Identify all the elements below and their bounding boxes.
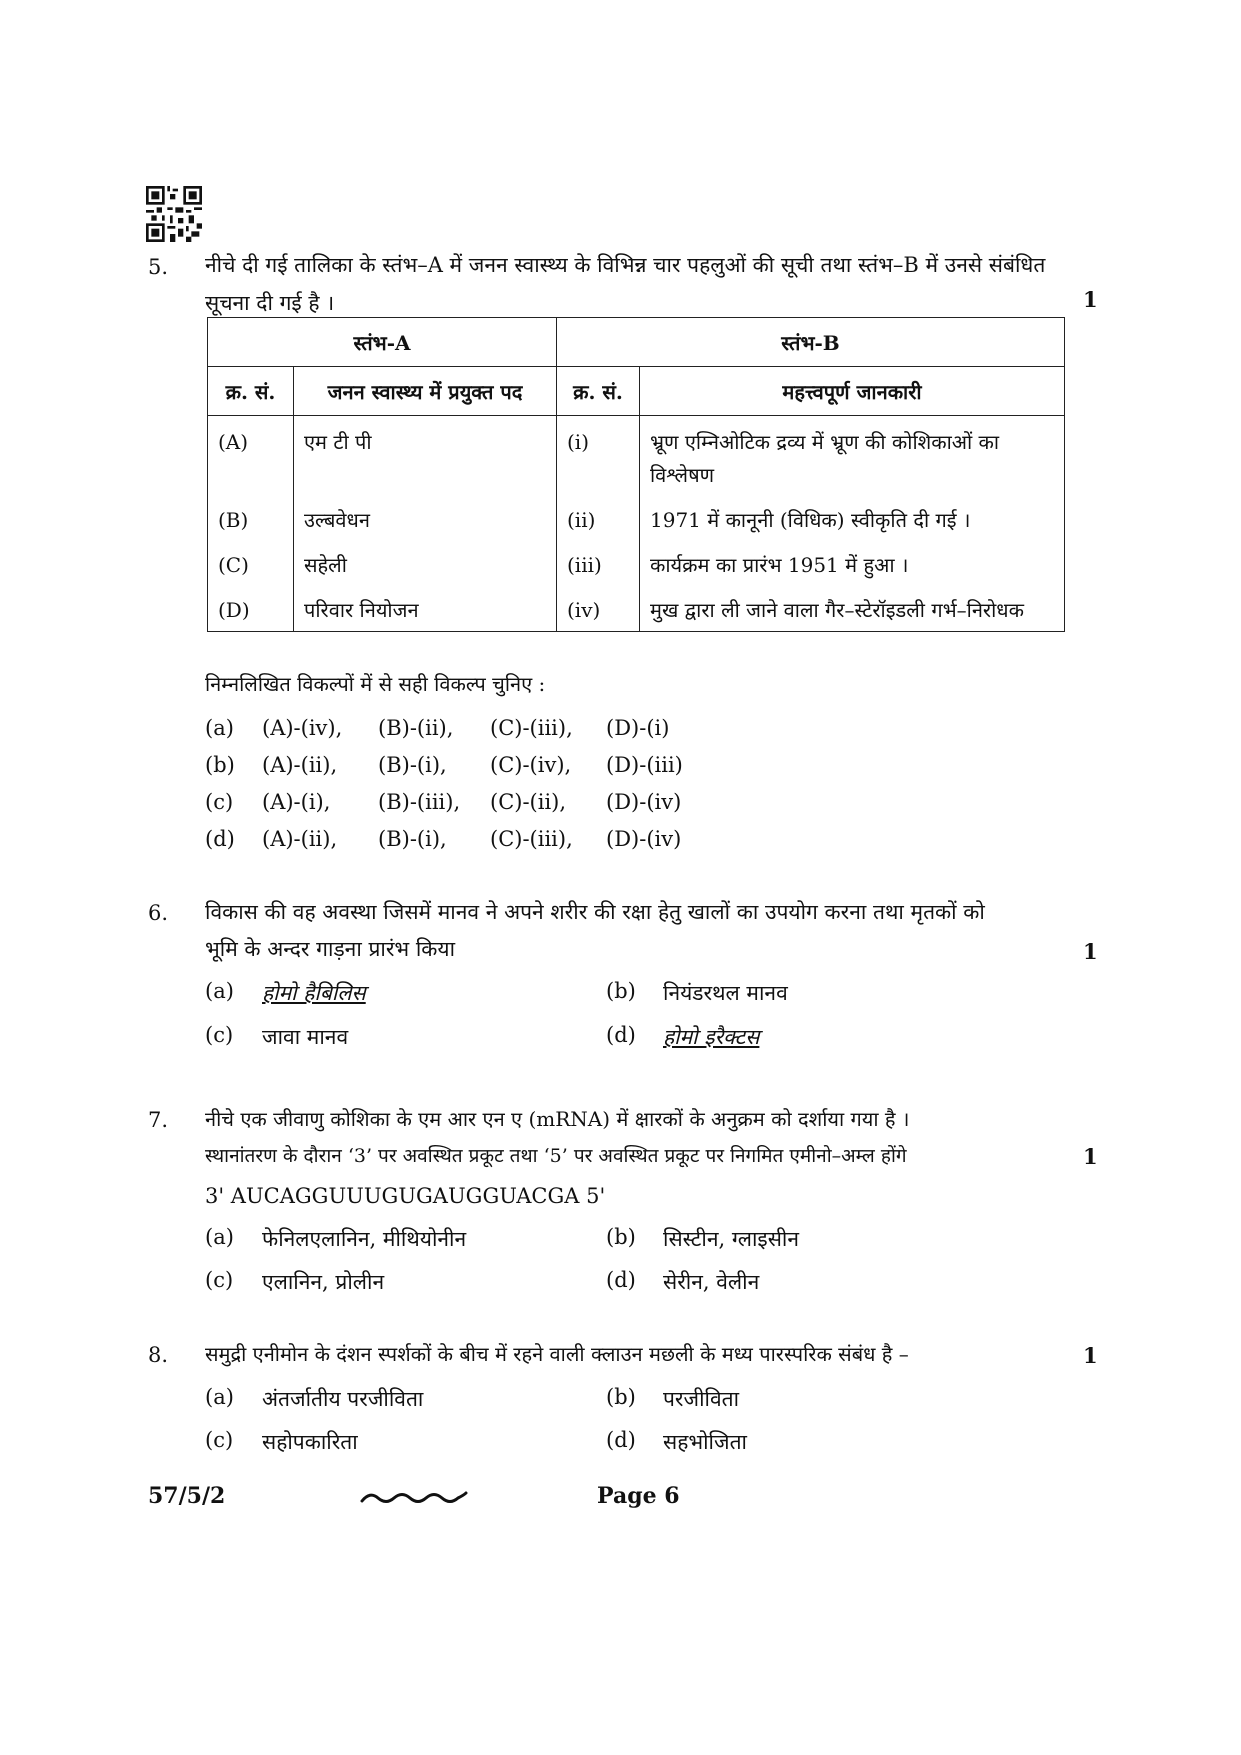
option-label: (d)	[606, 1023, 636, 1047]
question-8-marks: 1	[1083, 1343, 1098, 1368]
option-text: अंतर्जातीय परजीविता	[262, 1387, 424, 1411]
option-part: (B)-(i),	[378, 753, 447, 777]
table-row	[208, 588, 1065, 632]
row-a-number: (A)	[208, 416, 294, 499]
column-b-header: स्तंभ-B	[557, 318, 1065, 367]
option-label: (b)	[606, 1225, 636, 1249]
question-7-text-line2: स्थानांतरण के दौरान ‘3’ पर अवस्थित प्रकूट तथा ‘5’ पर अवस्थित प्रकूट पर निगमित एमीनो–अम्ल होंगे	[205, 1145, 907, 1167]
question-5-number: 5.	[148, 255, 169, 279]
option-part: (C)-(iii),	[490, 827, 573, 851]
page-number: Page 6	[597, 1483, 680, 1509]
option-label: (d)	[606, 1428, 636, 1452]
row-b-number: (iv)	[557, 588, 640, 632]
row-a-number: (D)	[208, 588, 294, 632]
wave-ornament-icon	[360, 1489, 468, 1507]
row-a-term: सहेली	[294, 543, 557, 588]
option-text: होमो इरैक्टस	[663, 1025, 760, 1049]
row-a-term: एम टी पी	[294, 416, 557, 499]
question-5-text: नीचे दी गई तालिका के स्तंभ–A में जनन स्वास्थ्य के विभिन्न चार पहलुओं की सूची तथा स्तंभ–B में उनसे संबंधित सूचना दी गई है ।	[205, 253, 1046, 315]
option-text: एलानिन, प्रोलीन	[262, 1270, 385, 1294]
question-8-number: 8.	[148, 1343, 169, 1367]
question-6-marks: 1	[1083, 939, 1098, 964]
option-part: (A)-(iv),	[262, 716, 343, 740]
row-b-info: कार्यक्रम का प्रारंभ 1951 में हुआ ।	[640, 543, 1065, 588]
option-part: (C)-(iv),	[490, 753, 572, 777]
option-part: (D)-(iii)	[606, 753, 683, 777]
option-label: (b)	[606, 1385, 636, 1409]
row-b-info: भ्रूण एम्निओटिक द्रव्य में भ्रूण की कोशिकाओं का विश्लेषण	[640, 416, 1065, 499]
option-label: (c)	[205, 790, 234, 814]
option-part: (D)-(iv)	[606, 790, 682, 814]
row-b-number: (i)	[557, 416, 640, 499]
option-label: (a)	[205, 1225, 234, 1249]
option-label: (c)	[205, 1268, 234, 1292]
column-a-header: स्तंभ-A	[208, 318, 557, 367]
option-label: (b)	[205, 753, 235, 777]
row-b-info: 1971 में कानूनी (विधिक) स्वीकृति दी गई ।	[640, 498, 1065, 543]
option-label: (a)	[205, 1385, 234, 1409]
option-label: (a)	[205, 716, 234, 740]
option-part: (B)-(iii),	[378, 790, 461, 814]
question-6-number: 6.	[148, 901, 169, 925]
mrna-sequence: 3' AUCAGGUUUGUGAUGGUACGA 5'	[205, 1184, 606, 1208]
question-6-text-line1: विकास की वह अवस्था जिसमें मानव ने अपने शरीर की रक्षा हेतु खालों का उपयोग करना तथा मृतकों को	[205, 900, 985, 924]
option-text: सहोपकारिता	[262, 1430, 358, 1454]
sub-header-info: महत्त्वपूर्ण जानकारी	[640, 367, 1065, 416]
option-text: जावा मानव	[262, 1025, 349, 1049]
option-label: (c)	[205, 1023, 234, 1047]
question-7-text-line1: नीचे एक जीवाणु कोशिका के एम आर एन ए (mRNA) में क्षारकों के अनुक्रम को दर्शाया गया है ।	[205, 1107, 910, 1131]
option-label: (c)	[205, 1428, 234, 1452]
option-text: सहभोजिता	[663, 1430, 747, 1454]
table-row	[208, 416, 1065, 499]
question-5-instruction: निम्नलिखित विकल्पों में से सही विकल्प चुनिए :	[205, 672, 546, 696]
row-a-number: (C)	[208, 543, 294, 588]
row-b-number: (ii)	[557, 498, 640, 543]
option-part: (D)-(i)	[606, 716, 670, 740]
sub-header-sno-a: क्र. सं.	[208, 367, 294, 416]
table-row	[208, 498, 1065, 543]
row-a-term: परिवार नियोजन	[294, 588, 557, 632]
question-5-marks: 1	[1083, 287, 1098, 312]
option-text: नियंडरथल मानव	[663, 981, 788, 1005]
option-text: परजीविता	[663, 1387, 740, 1411]
question-8-text: समुद्री एनीमोन के दंशन स्पर्शकों के बीच में रहने वाली क्लाउन मछली के मध्य पारस्परिक संबंध है –	[205, 1342, 909, 1366]
match-table	[207, 317, 1065, 632]
option-label: (d)	[205, 827, 235, 851]
qr-code	[146, 186, 202, 242]
option-label: (a)	[205, 979, 234, 1003]
option-part: (C)-(iii),	[490, 716, 573, 740]
option-part: (A)-(i),	[262, 790, 331, 814]
option-text: सेरीन, वेलीन	[663, 1270, 760, 1294]
option-part: (D)-(iv)	[606, 827, 682, 851]
option-part: (B)-(i),	[378, 827, 447, 851]
row-a-term: उल्बवेधन	[294, 498, 557, 543]
option-text: होमो हैबिलिस	[262, 981, 366, 1005]
row-b-number: (iii)	[557, 543, 640, 588]
option-label: (b)	[606, 979, 636, 1003]
sub-header-term: जनन स्वास्थ्य में प्रयुक्त पद	[294, 367, 557, 416]
option-label: (d)	[606, 1268, 636, 1292]
option-part: (A)-(ii),	[262, 827, 338, 851]
option-part: (C)-(ii),	[490, 790, 567, 814]
row-a-number: (B)	[208, 498, 294, 543]
option-text: सिस्टीन, ग्लाइसीन	[663, 1227, 800, 1251]
row-b-info: मुख द्वारा ली जाने वाला गैर–स्टेरॉइडली गर्भ–निरोधक	[640, 588, 1065, 632]
option-text: फेनिलएलानिन, मीथियोनीन	[262, 1227, 467, 1251]
question-6-text-line2: भूमि के अन्दर गाड़ना प्रारंभ किया	[205, 937, 456, 961]
question-7-marks: 1	[1083, 1144, 1098, 1169]
option-part: (B)-(ii),	[378, 716, 454, 740]
option-part: (A)-(ii),	[262, 753, 338, 777]
question-7-number: 7.	[148, 1108, 169, 1132]
table-row	[208, 543, 1065, 588]
sub-header-sno-b: क्र. सं.	[557, 367, 640, 416]
paper-code: 57/5/2	[148, 1483, 226, 1509]
